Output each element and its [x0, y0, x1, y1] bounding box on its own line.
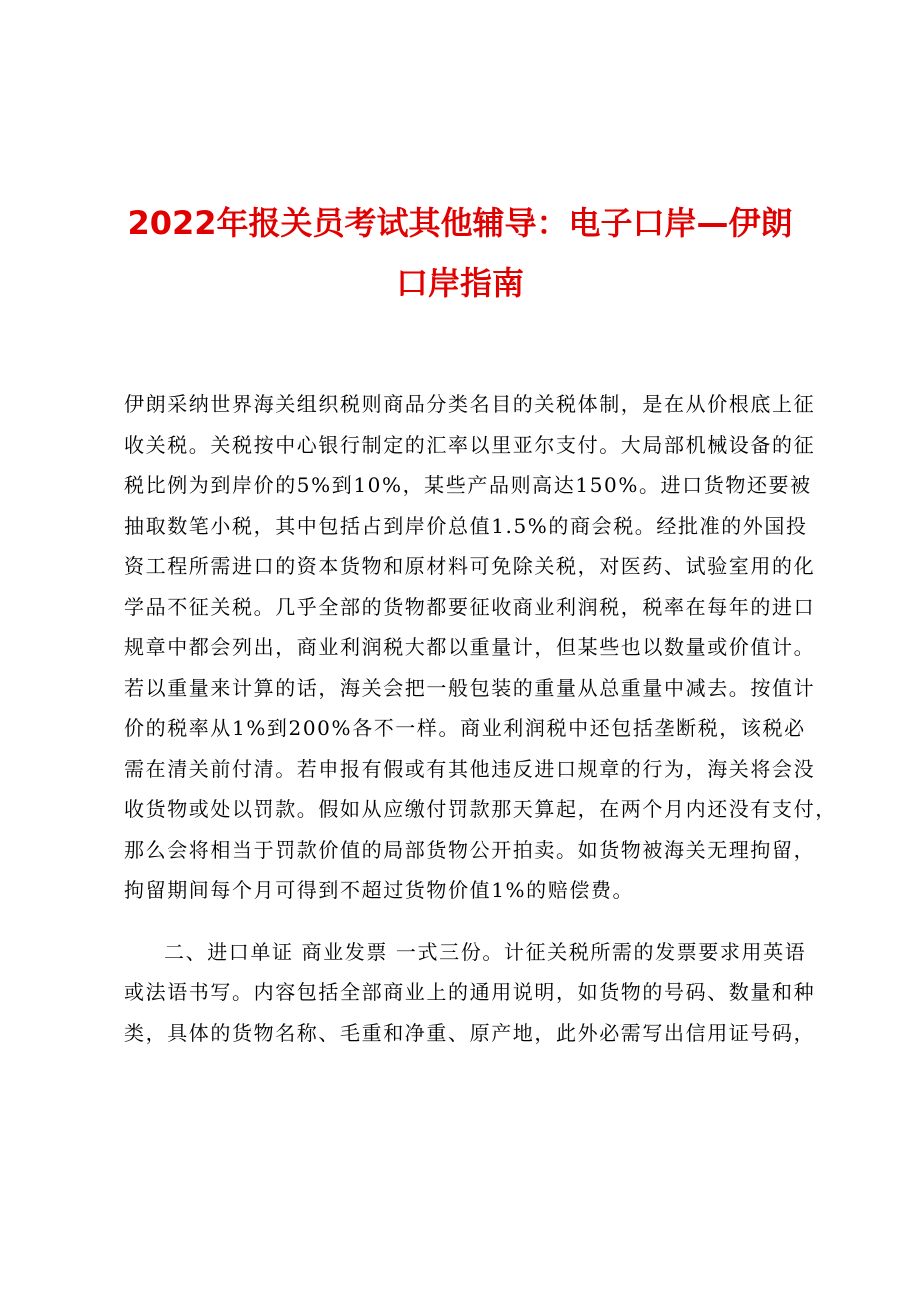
text-line: 税比例为到岸价的5%到10%，某些产品则高达150%。进口货物还要被: [124, 473, 812, 497]
text-line: 收货物或处以罚款。假如从应缴付罚款那天算起，在两个月内还没有支付，: [124, 797, 837, 821]
text-line: 伊朗采纳世界海关组织税则商品分类名目的关税体制，是在从价根底上征: [124, 392, 816, 416]
text-line: 或法语书写。内容包括全部商业上的通用说明，如货物的号码、数量和种: [124, 980, 816, 1004]
text-line: 若以重量来计算的话，海关会把一般包装的重量从总重量中减去。按值计: [124, 675, 816, 700]
text-line: 抽取数笔小税，其中包括占到岸价总值1.5%的商会税。经批准的外国投: [124, 513, 808, 538]
paragraph-gap: [124, 911, 824, 932]
text-line: 价的税率从1%到200%各不一样。商业利润税中还包括垄断税，该税必: [124, 716, 806, 740]
document-body: [124, 384, 837, 1053]
paragraph-2: [124, 932, 824, 1054]
title-line-2: 口岸指南: [395, 264, 524, 302]
text-line: 拘留期间每个月可得到不超过货物价值1%的赔偿费。: [124, 878, 635, 902]
text-line: 规章中都会列出，商业利润税大都以重量计，但某些也以数量或价值计。: [124, 635, 816, 659]
document-title: [100, 193, 820, 313]
text-line: 二、进口单证 商业发票 一式三份。计征关税所需的发票要求用英语: [164, 939, 807, 964]
text-line: 需在清关前付清。若申报有假或有其他违反进口规章的行为，海关将会没: [124, 756, 816, 781]
text-line: 资工程所需进口的资本货物和原材料可免除关税，对医药、试验室用的化: [124, 554, 816, 578]
title-line-1: 2022年报关员考试其他辅导：电子口岸—伊朗: [127, 204, 793, 242]
text-line: 学品不征关税。几乎全部的货物都要征收商业利润税，税率在每年的进口: [124, 594, 816, 619]
paragraph-1: [124, 384, 837, 911]
text-line: 那么会将相当于罚款价值的局部货物公开拍卖。如货物被海关无理拘留，: [124, 837, 816, 862]
text-line: 类，具体的货物名称、毛重和净重、原产地，此外必需写出信用证号码，: [124, 1020, 816, 1045]
text-line: 收关税。关税按中心银行制定的汇率以里亚尔支付。大局部机械设备的征: [124, 432, 816, 457]
